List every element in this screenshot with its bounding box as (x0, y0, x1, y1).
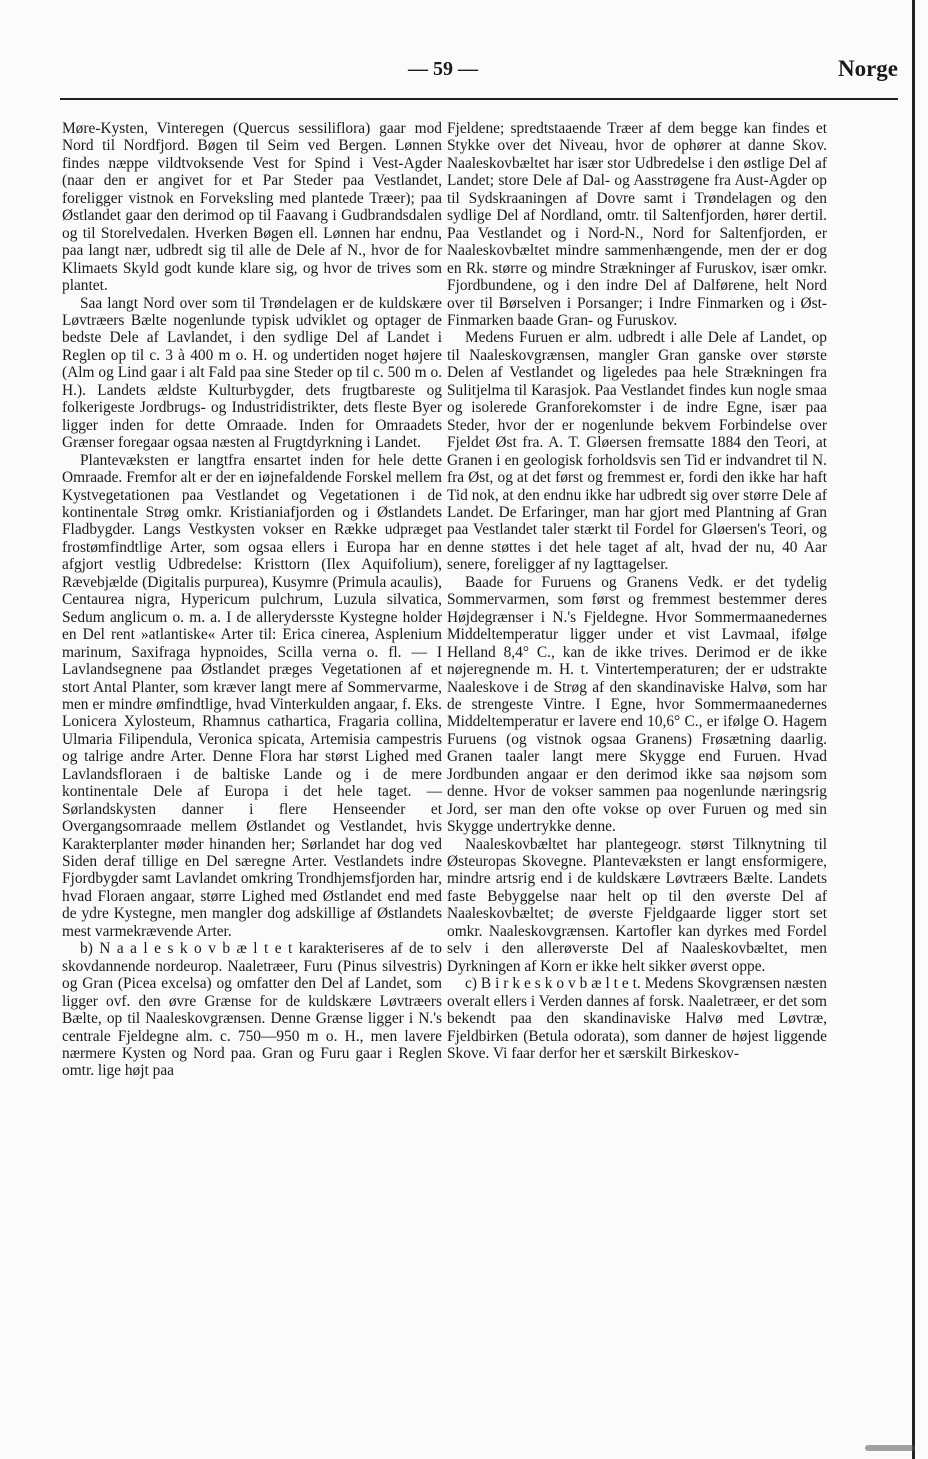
header-rule (60, 98, 898, 100)
page-edge-line (912, 0, 915, 1459)
running-header-country: Norge (837, 56, 898, 81)
scan-smudge (865, 1445, 915, 1451)
paragraph: Naaleskovbæltet har plantegeogr. størst Tilknytning til Østeuropas Skovegne. Plantevæksten er langt ensformigere, mindre artsrig end i de kuldskære Løvtræers Bælte. Landets faste Bebyggelse naar helt op til den øverste Del af Naaleskovbæltet; de øverste Fjeldgaarde ligger stort set omkr. Naaleskovgrænsen. Kartofler kan dyrkes med Fordel selv i den allerøverste Del af Naaleskovbæltet, men Dyrkningen af Korn er ikke helt sikker øverst oppe. (447, 835, 827, 975)
paragraph: c) B i r k e s k o v b æ l t e t. Medens Skovgrænsen næsten overalt ellers i Verden dannes af forsk. Naaletræer, er det som bekendt paa den skandinaviske Halvø med Løvtræ, Fjeldbirken (Betula odorata), som danner de højest liggende Skove. Vi faar derfor her et særskilt Birkeskov- (447, 975, 827, 1063)
paragraph: Saa langt Nord over som til Trøndelagen er de kuldskære Løvtræers Bælte nogenlunde typisk udviklet og optager de bedste Dele af Lavlandet, i den sydlige Del af Landet i Reglen op til c. 3 à 400 m o. H. og undertiden noget højere (Alm og Lind gaar i alt Fald paa sine Steder op til c. 500 m o. H.). Landets ældste Kulturbygder, dets frugtbareste og folkerigeste Jordbrugs- og Industridistrikter, dets fleste Byer ligger inden for dette Omraade. Inden for Omraadets Grænser foregaar ogsaa næsten al Frugtdyrkning i Landet. (62, 294, 442, 452)
page-number: — 59 — (408, 58, 478, 80)
paragraph: Møre-Kysten, Vinteregen (Quercus sessiliflora) gaar mod Nord til Nordfjord. Bøgen til Seim ved Bergen. Lønnen findes næppe vildtvoksende Vest for Spind i Vest-Agder (naar den er angivet for et Par Steder paa Vestlandet, foreligger vistnok en Forveksling med plantede Træer); paa Østlandet gaar den derimod op til Faavang i Gudbrandsdalen og til Storelvedalen. Hverken Bøgen ell. Lønnen har endnu, paa langt nær, udbredt sig til alle de Dele af N., hvor de for Klimaets Skyld godt kunde klare sig, og hvor de trives som plantet. (62, 120, 442, 295)
right-text-column (447, 120, 827, 1062)
left-text-column (62, 120, 442, 1080)
paragraph: Medens Furuen er alm. udbredt i alle Dele af Landet, op til Naaleskovgrænsen, mangler Gran ganske over største Delen af Vestlandet og ligeledes paa hele Strækningen fra Sulitjelma til Karasjok. Paa Vestlandet findes kun nogle smaa og isolerede Granforekomster i de indre Egne, især paa Steder, hvor der er nogenlunde bekvem Forbindelse over Fjeldet Øst fra. A. T. Gløersen fremsatte 1884 den Teori, at Granen i en geologisk forholdsvis sen Tid er indvandret til N. fra Øst, og at det først og fremmest er, fordi den ikke har haft Tid nok, at den endnu ikke har udbredt sig over større Dele af Landet. De Erfaringer, man har gjort med Plantning af Gran paa Vestlandet taler stærkt til Fordel for Gløersen's Teori, og denne støttes i det hele taget af alt, hvad der nu, 40 Aar senere, foreligger af ny Iagttagelser. (447, 329, 827, 574)
paragraph: b) N a a l e s k o v b æ l t e t karakteriseres af de to skovdannende nordeurop. Naaletræer, Furu (Pinus silvestris) og Gran (Picea excelsa) og omfatter den Del af Landet, som ligger ovf. den øvre Grænse for de kuldskære Løvtræers Bælte, op til Naaleskovgrænsen. Denne Grænse ligger i N.'s centrale Fjeldegne alm. c. 750—950 m o. H., men lavere nærmere Kysten og Nord paa. Gran og Furu gaar i Reglen omtr. lige højt paa (62, 940, 442, 1080)
paragraph: Baade for Furuens og Granens Vedk. er det tydelig Sommervarmen, som først og fremmest bestemmer deres Højdegrænser i N.'s Fjeldegne. Hvor Sommermaanedernes Middeltemperatur ligger under et vist Lavmaal, ifølge Helland 8,4° C., kan de ikke trives. Derimod er de ikke nøjeregnende m. H. t. Vintertemperaturen; der er udstrakte Naaleskove i de Strøg af den skandinaviske Halvø, som har de strengeste Vintre. I Egne, hvor Sommermaanedernes Middeltemperatur er lavere end 10,6° C., er ifølge O. Hagem Furuens (og vistnok ogsaa Granens) Frøsætning daarlig. Granen taaler langt mere Skygge end Furuen. Hvad Jordbunden angaar er den derimod ikke saa nøjsom som denne. Hvor de vokser sammen paa nogenlunde næringsrig Jord, ser man den ofte vokse op over Furuen og med sin Skygge undertrykke denne. (447, 573, 827, 836)
paragraph: Fjeldene; spredtstaaende Træer af dem begge kan findes et Stykke over det Niveau, hvor de ophører at danne Skov. Naaleskovbæltet har især stor Udbredelse i den østlige Del af Landet; store Dele af Dal- og Aasstrøgene fra Aust-Agder op til Sydskraaningen af Dovre samt i Trøndelagen og den sydlige Del af Nordland, omtr. til Saltenfjorden, hører dertil. Paa Vestlandet og i Nord-N., Nord for Saltenfjorden, er Naaleskovbæltet mindre sammenhængende, men der er dog en Rk. større og mindre Strækninger af Furuskov, især omkr. Fjordbundene, og i den indre Del af Dalførene, helt Nord over til Børselven i Porsanger; i Indre Finmarken og i Øst-Finmarken baade Gran- og Furuskov. (447, 120, 827, 329)
paragraph: Plantevæksten er langtfra ensartet inden for hele dette Omraade. Fremfor alt er der en iøjnefaldende Forskel mellem Kystvegetationen paa Vestlandet og Vegetationen i de kontinentale Strøg omkr. Kristianiafjorden og i Østlandets Fladbygder. Langs Vestkysten vokser en Række udpræget frostømfindtlige Arter, som ogsaa ellers i Europa har en afgjort vestlig Udbredelse: Kristtorn (Ilex Aquifolium), Rævebjælde (Digitalis purpurea), Kusymre (Primula acaulis), Centaurea nigra, Hypericum pulchrum, Luzula silvatica, Sedum anglicum o. m. a. I de allerydersste Kystegne holder en Del rent »atlantiske« Arter til: Erica cinerea, Asplenium marinum, Saxifraga hypnoides, Scilla verna o. fl. — I Lavlandsegnene paa Østlandet præges Vegetationen af et stort Antal Planter, som kræver langt mere af Sommervarme, men er mindre ømfindtlige, hvad Vinterkulden angaar, f. Eks. Lonicera Xylosteum, Rhamnus cathartica, Fragaria collina, Ulmaria Filipendula, Veronica spicata, Artemisia campestris og talrige andre Arter. Denne Flora har størst Lighed med Lavlandsfloraen i de baltiske Lande og i de mere kontinentale Dele af Europa i det hele taget. — Sørlandskysten danner i flere Henseender et Overgangsomraade mellem Østlandet og Vestlandet, hvis Karakterplanter møder hinanden her; Sørlandet har dog ved Siden deraf tillige en Del særegne Arter. Vestlandets indre Fjordbygder samt Lavlandet omkring Trondhjemsfjorden har, hvad Floraen angaar, større Lighed med Østlandet end med de ydre Kystegne, men mangler dog adskillige af Østlandets mest varmekrævende Arter. (62, 451, 442, 940)
